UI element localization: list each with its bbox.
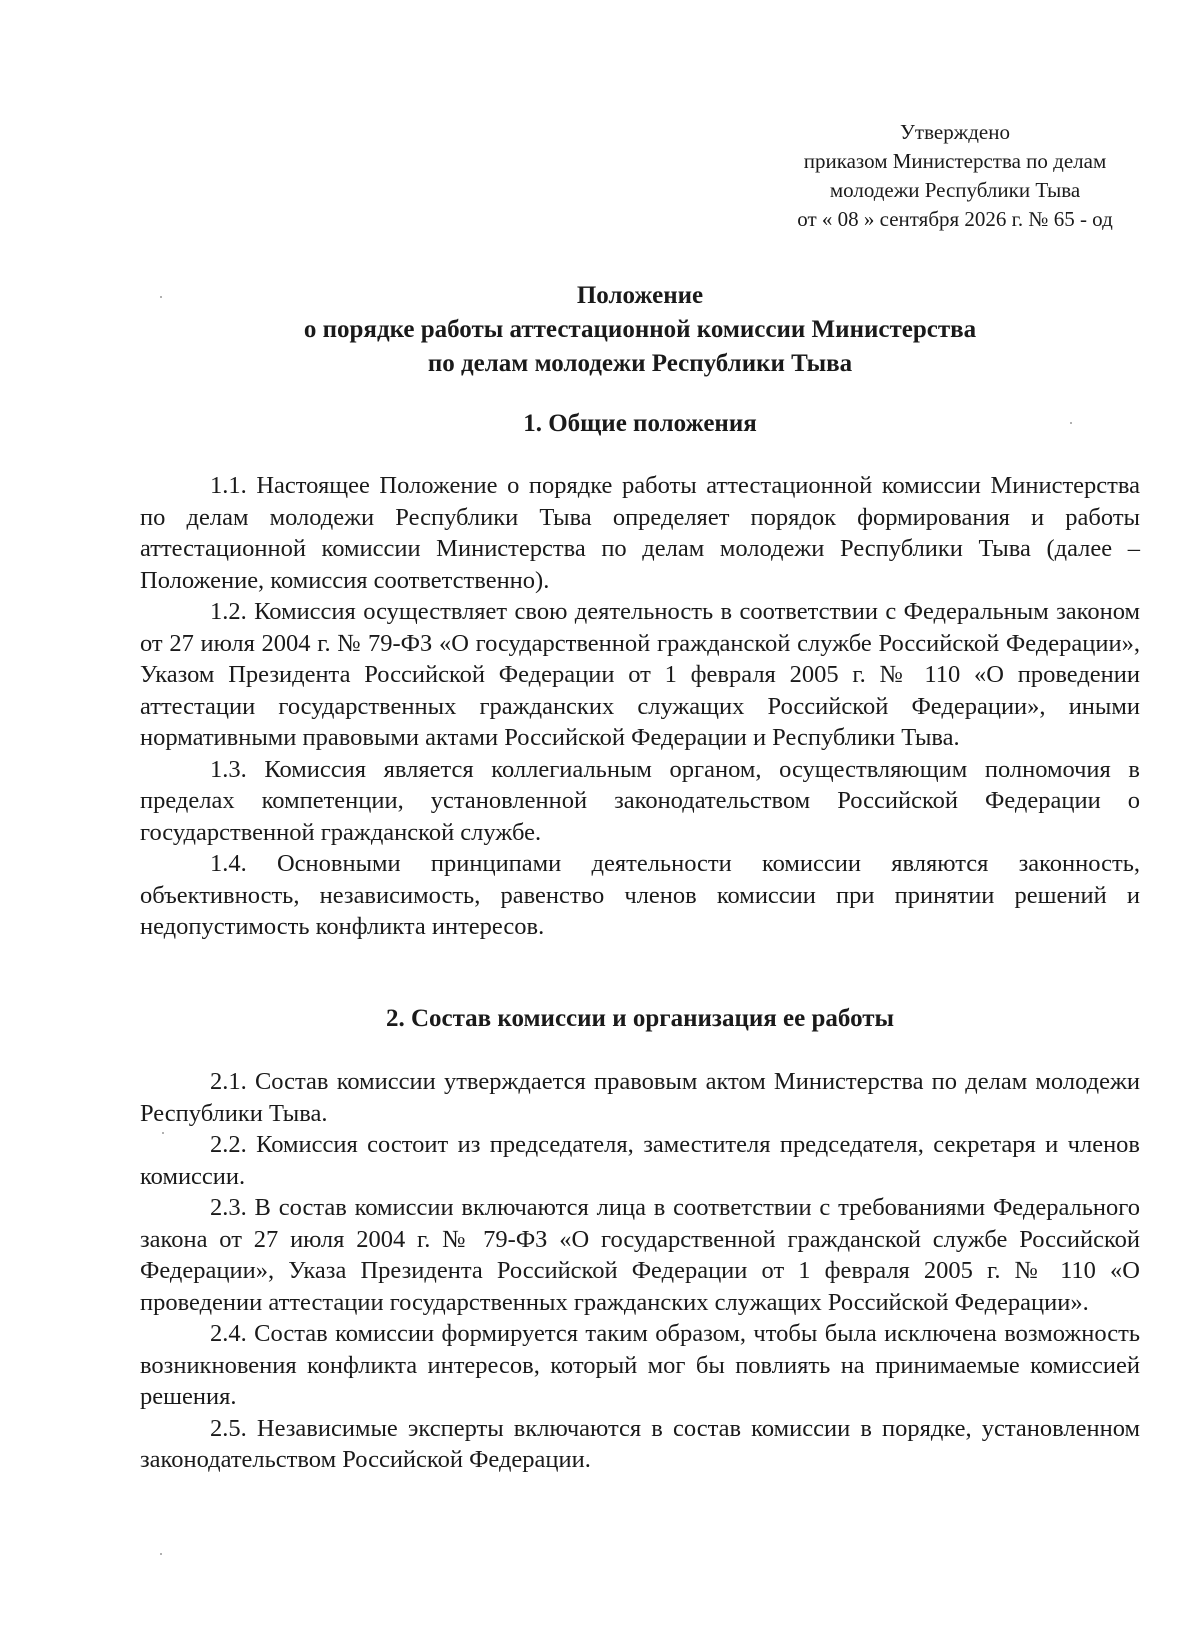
approval-line: Утверждено [900, 120, 1010, 144]
paragraph-1-4: 1.4. Основными принципами деятельности комиссии являются законность, объективность, независимость, равенство членов комиссии при принятии решений и недопустимость конфликта интересов. [140, 850, 1140, 940]
title-line: о порядке работы аттестационной комиссии Министерства [303, 316, 977, 343]
paragraph-2-3: 2.3. В состав комиссии включаются лица в соответствии с требованиями Федерального закона от 27 июля 2004 г. № 79-ФЗ «О государственной гражданской службе Российской Федерации», Указа Президента Российской Федерации от 1 февраля 2005 г. № 110 «О проведении аттестации государственных гражданских служащих Российской Федерации». [140, 1194, 1140, 1316]
approval-line: приказом Министерства по делам [803, 149, 1107, 173]
section-1-body [140, 470, 1140, 943]
paragraph-2-5: 2.5. Независимые эксперты включаются в состав комиссии в порядке, установленном законодательством Российской Федерации. [140, 1414, 1140, 1473]
scan-speck [162, 1132, 164, 1134]
approval-line: молодежи Республики Тыва [829, 178, 1081, 202]
document-title [140, 279, 1140, 381]
approval-order-line: от « 08 » сентября 2026 г. № 65 - од [797, 207, 1113, 231]
title-line: по делам молодежи Республики Тыва [427, 350, 853, 377]
section-heading-2: 2. Состав комиссии и организация ее работы [385, 1005, 895, 1032]
paragraph-1-2: 1.2. Комиссия осуществляет свою деятельность в соответствии с Федеральным законом от 27 июля 2004 г. № 79-ФЗ «О государственной гражданской службе Российской Федерации», Указом Президента Российской Федерации от 1 февраля 2005 г. № 110 «О проведении аттестации государственных гражданских служащих Российской Федерации», иными нормативными правовыми актами Российской Федерации и Республики Тыва. [140, 598, 1140, 751]
section-heading-1: 1. Общие положения [523, 410, 757, 437]
section-2-body [140, 1066, 1140, 1476]
approval-stamp [770, 118, 1140, 234]
scan-speck [160, 1553, 162, 1555]
paragraph-1-3: 1.3. Комиссия является коллегиальным органом, осуществляющим полномочия в пределах компетенции, установленной законодательством Российской Федерации о государственной гражданской службе. [140, 755, 1140, 846]
paragraph-1-1: 1.1. Настоящее Положение о порядке работы аттестационной комиссии Министерства по делам молодежи Республики Тыва определяет порядок формирования и работы аттестационной комиссии Министерства по делам молодежи Республики Тыва (далее – Положение, комиссия соответственно). [140, 472, 1140, 594]
paragraph-2-4: 2.4. Состав комиссии формируется таким образом, чтобы была исключена возможность возникновения конфликта интересов, который мог бы повлиять на принимаемые комиссией решения. [140, 1320, 1140, 1410]
paragraph-2-1: 2.1. Состав комиссии утверждается правовым актом Министерства по делам молодежи Республики Тыва. [140, 1068, 1140, 1127]
paragraph-2-2: 2.2. Комиссия состоит из председателя, заместителя председателя, секретаря и членов комиссии. [140, 1131, 1140, 1190]
scan-speck [1070, 422, 1072, 424]
scan-speck [160, 296, 162, 298]
title-line: Положение [576, 282, 704, 309]
